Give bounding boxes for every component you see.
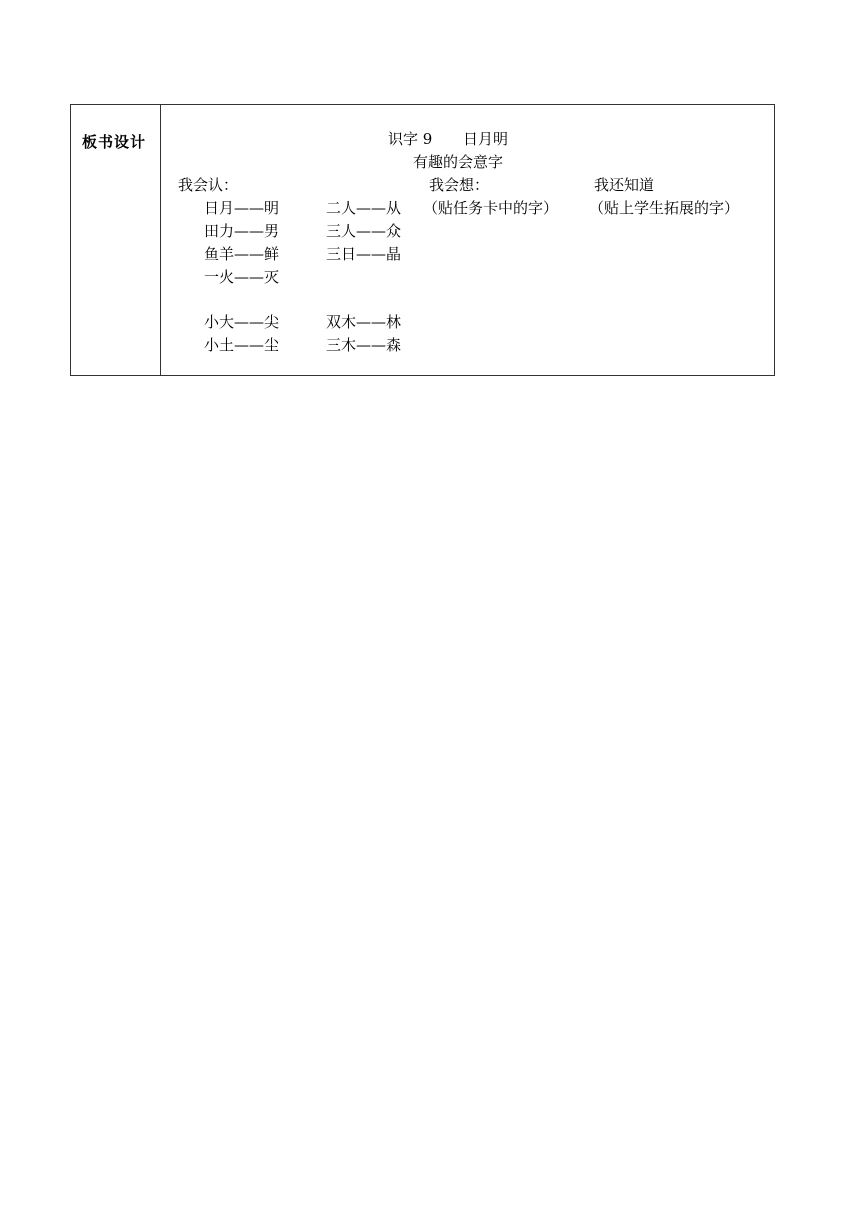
board-design-table	[70, 104, 775, 376]
word-pair-8: 三人——众	[326, 222, 402, 240]
student-hint: （贴上学生拓展的字）	[589, 199, 740, 217]
section-recognize: 我会认：	[178, 176, 239, 194]
word-pair-11: 三木——森	[326, 336, 402, 354]
lesson-number: 识字 9	[388, 130, 433, 148]
word-pair-10: 双木——林	[326, 313, 402, 331]
task-card-hint: （贴任务卡中的字）	[423, 199, 559, 217]
word-pair-5: 小大——尖	[204, 313, 280, 331]
word-pair-7: 二人——从	[326, 199, 402, 217]
section-know: 我还知道	[594, 176, 655, 194]
lesson-subtitle: 有趣的会意字	[413, 153, 504, 171]
lesson-title: 日月明	[463, 130, 509, 148]
word-pair-3: 鱼羊——鲜	[204, 245, 280, 263]
section-think: 我会想：	[429, 176, 490, 194]
word-pair-4: 一火——灭	[204, 268, 280, 286]
word-pair-1: 日月——明	[204, 199, 280, 217]
board-design-label: 板书设计	[82, 133, 147, 151]
label-cell	[71, 105, 161, 375]
word-pair-2: 田力——男	[204, 222, 280, 240]
board-content-cell	[161, 105, 774, 375]
word-pair-6: 小土——尘	[204, 336, 280, 354]
word-pair-9: 三日——晶	[326, 245, 402, 263]
